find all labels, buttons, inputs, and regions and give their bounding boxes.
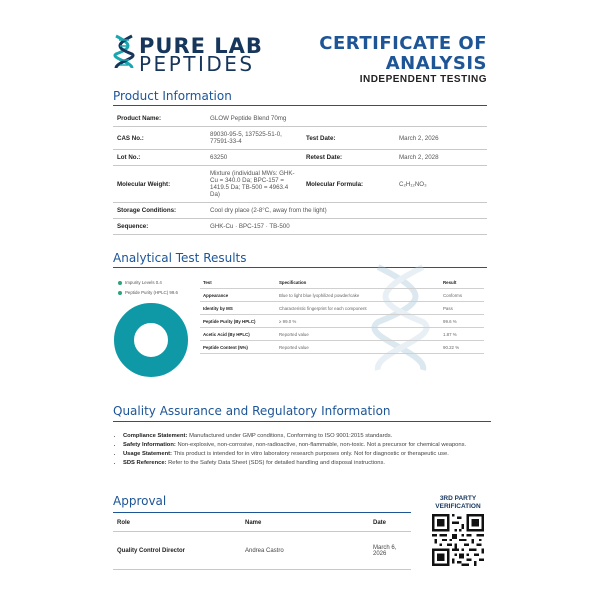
test-name: Identity by MS: [200, 302, 276, 315]
molecular-weight-value: Mixture (individual MWs: GHK-Cu = 340.0 Da; BPC-157 = 1419.5 Da; TB-500 = 4963.4 Da): [206, 166, 302, 203]
legend-dot-icon: [118, 281, 122, 285]
legend-purity: [118, 290, 178, 295]
qa-item-text: Manufactured under GMP conditions, Conforming to ISO 9001:2015 standards.: [189, 433, 393, 439]
table-row: [113, 111, 487, 127]
qr-code-icon[interactable]: [432, 514, 484, 566]
brand-name-line1: PURE LAB: [139, 34, 263, 58]
product-name-label: Product Name:: [113, 111, 206, 127]
table-row: [200, 328, 484, 341]
col-date: Date: [369, 515, 411, 532]
test-result: Pass: [440, 302, 484, 315]
approval-date: March 6, 2026: [369, 532, 411, 570]
list-item: [123, 441, 503, 449]
approval-section-rule: [113, 512, 411, 513]
qa-item-label: Usage Statement:: [123, 451, 172, 457]
test-spec: Blue to light blue lyophilized powder/cake: [276, 289, 440, 302]
storage-label: Storage Conditions:: [113, 203, 206, 219]
col-test: Test: [200, 276, 276, 289]
col-specification: Specification: [276, 276, 440, 289]
lot-label: Lot No.:: [113, 150, 206, 166]
product-section-title: Product Information: [113, 89, 232, 103]
product-table: [113, 111, 487, 235]
product-name-value: GLOW Peptide Blend 70mg: [206, 111, 487, 127]
test-name: Acetic Acid (By HPLC): [200, 328, 276, 341]
table-header-row: [200, 276, 484, 289]
test-result: 99.6 %: [440, 315, 484, 328]
legend-impurity-label: Impurity Levels 0.4: [125, 280, 162, 285]
test-name: Peptide Purity (By HPLC): [200, 315, 276, 328]
molecular-formula-label: Molecular Formula:: [302, 166, 395, 203]
table-row: [200, 302, 484, 315]
test-name: Appearance: [200, 289, 276, 302]
table-header-row: [113, 515, 411, 532]
col-result: Result: [440, 276, 484, 289]
third-party-verification: [428, 495, 488, 511]
table-row: [113, 150, 487, 166]
molecular-weight-label: Molecular Weight:: [113, 166, 206, 203]
test-result: 90.22 %: [440, 341, 484, 354]
test-date-label: Test Date:: [302, 127, 395, 150]
table-row: [113, 166, 487, 203]
third-party-line2: VERIFICATION: [435, 503, 481, 510]
retest-date-value: March 2, 2028: [395, 150, 487, 166]
test-spec: Reported value: [276, 328, 440, 341]
molecular-formula-value: C₂H₁₂NO₃: [395, 166, 487, 203]
cas-value: 89030-95-5, 137525-51-0, 77591-33-4: [206, 127, 302, 150]
retest-date-label: Retest Date:: [302, 150, 395, 166]
brand-name-line2: PEPTIDES: [139, 52, 255, 76]
approver-name: Andrea Castro: [241, 532, 369, 570]
legend-impurity: [118, 280, 162, 285]
table-row: [200, 289, 484, 302]
col-role: Role: [113, 515, 241, 532]
table-row: [113, 203, 487, 219]
test-result: 1.87 %: [440, 328, 484, 341]
list-item: [123, 450, 503, 458]
test-name: Peptide Content (N%): [200, 341, 276, 354]
test-spec: Reported value: [276, 341, 440, 354]
qa-item-label: Compliance Statement:: [123, 433, 188, 439]
third-party-line1: 3RD PARTY: [439, 495, 477, 502]
table-row: [200, 341, 484, 354]
certificate-subtitle: INDEPENDENT TESTING: [359, 74, 487, 85]
sequence-value: GHK-Cu · BPC-157 · TB-500: [206, 219, 487, 235]
test-spec: Characteristic fingerprint for each component: [276, 302, 440, 315]
list-item: [123, 459, 503, 467]
qa-item-text: Refer to the Safety Data Sheet (SDS) for detailed handling and disposal instructions.: [168, 460, 385, 466]
table-row: [113, 532, 411, 570]
donut-ring: [124, 313, 178, 367]
cas-label: CAS No.:: [113, 127, 206, 150]
storage-value: Cool dry place (2-8°C, away from the light): [206, 203, 487, 219]
certificate-title: [319, 34, 487, 74]
product-section-rule: [113, 105, 487, 106]
table-row: [200, 315, 484, 328]
qa-item-label: Safety Information:: [123, 442, 176, 448]
test-result: Conforms: [440, 289, 484, 302]
qa-section-title: Quality Assurance and Regulatory Information: [113, 404, 391, 418]
lot-value: 63250: [206, 150, 302, 166]
approval-section-title: Approval: [113, 494, 167, 508]
certificate-title-line2: ANALYSIS: [385, 53, 487, 74]
sequence-label: Sequence:: [113, 219, 206, 235]
approval-table: [113, 515, 411, 570]
qa-item-text: Non-explosive, non-corrosive, non-radioactive, non-flammable, non-toxic. Not a precursor for chemical weapons.: [177, 442, 467, 448]
purity-donut-chart: [114, 303, 188, 377]
dna-logo-icon: [112, 34, 136, 70]
test-date-value: March 2, 2026: [395, 127, 487, 150]
certificate-title-line1: CERTIFICATE OF: [319, 33, 487, 54]
approver-role: Quality Control Director: [113, 532, 241, 570]
analytical-section-title: Analytical Test Results: [113, 251, 247, 265]
analytical-table: [200, 276, 484, 354]
qa-item-text: This product is intended for in vitro laboratory research purposes only. Not for diagnostic or therapeutic use.: [173, 451, 449, 457]
qa-section-rule: [113, 421, 491, 422]
legend-dot-icon: [118, 291, 122, 295]
table-row: [113, 127, 487, 150]
qa-item-label: SDS Reference:: [123, 460, 167, 466]
list-item: [123, 432, 503, 440]
table-row: [113, 219, 487, 235]
col-name: Name: [241, 515, 369, 532]
legend-purity-label: Peptide Purity (HPLC) 99.6: [125, 290, 178, 295]
qa-list: [113, 432, 503, 468]
test-spec: ≥ 99.0 %: [276, 315, 440, 328]
